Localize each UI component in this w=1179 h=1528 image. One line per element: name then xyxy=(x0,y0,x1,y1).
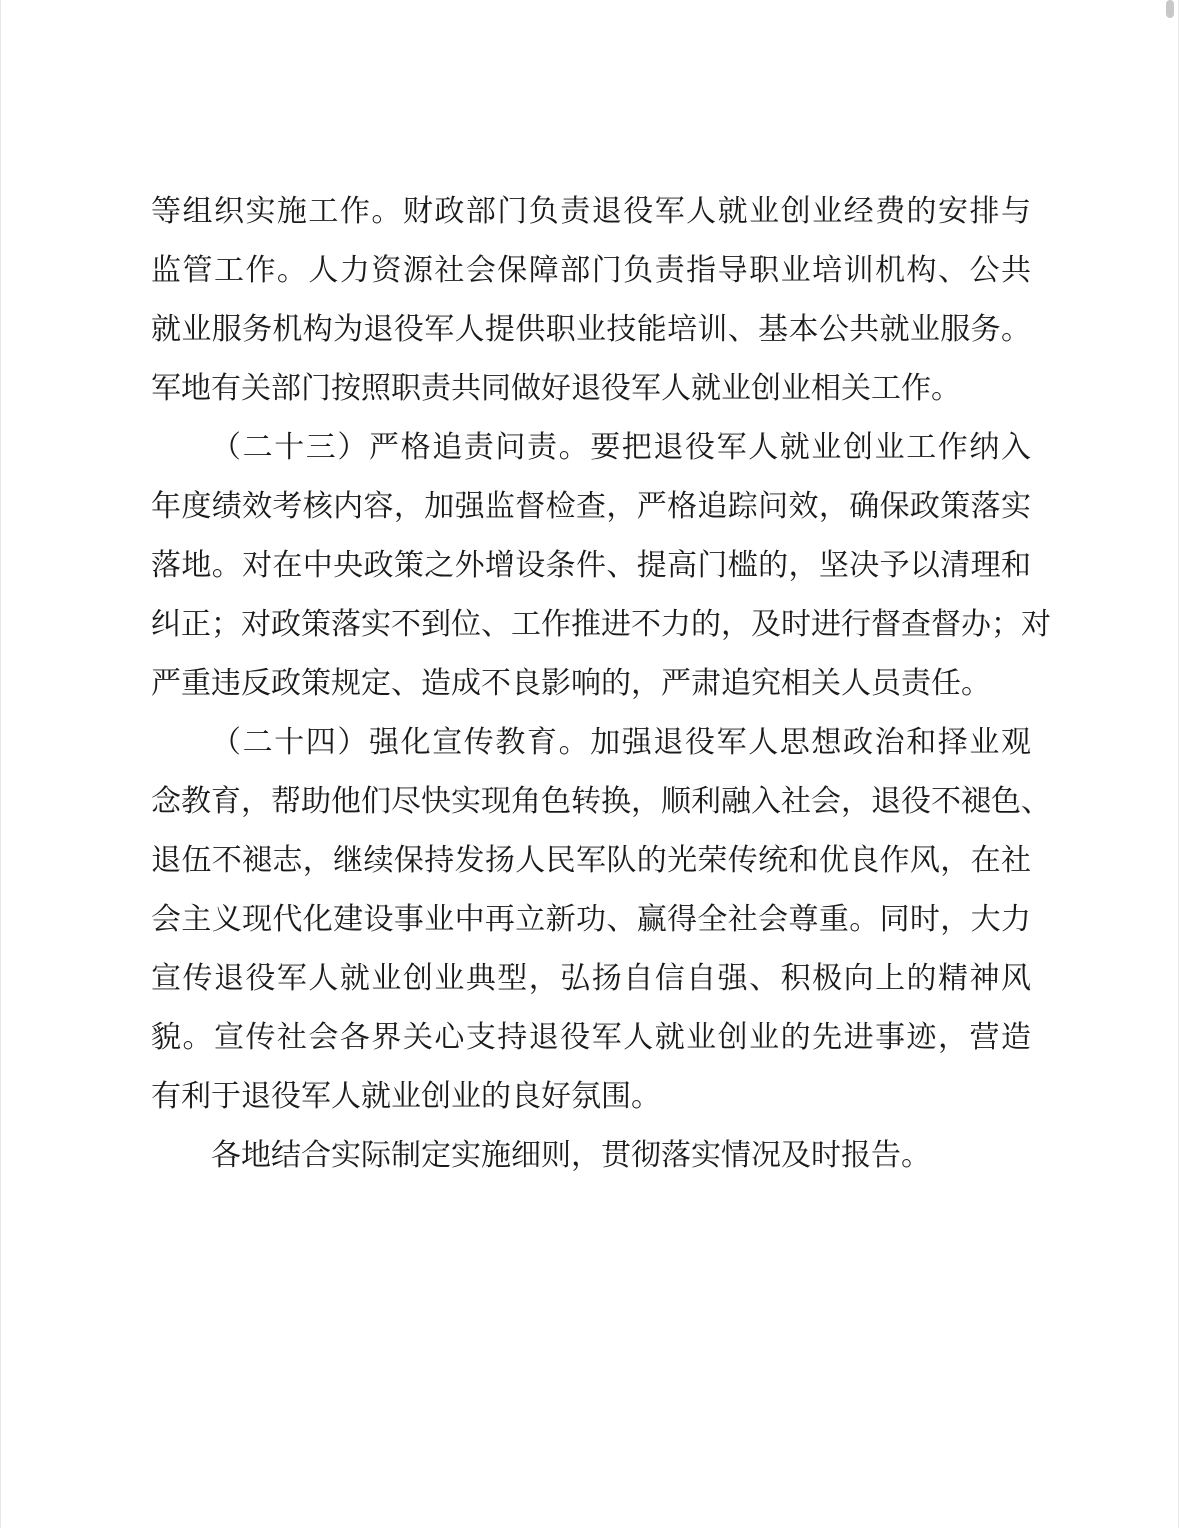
text-line: 监管工作。人力资源社会保障部门负责指导职业培训机构、公共 xyxy=(151,253,1031,288)
scrollbar[interactable] xyxy=(1166,0,1174,18)
text-line: 严重违反政策规定、造成不良影响的，严肃追究相关人员责任。 xyxy=(151,666,991,701)
closing-line: 各地结合实际制定实施细则，贯彻落实情况及时报告。 xyxy=(211,1138,931,1173)
text-line: 等组织实施工作。财政部门负责退役军人就业创业经费的安排与 xyxy=(151,194,1031,229)
text-line: 退伍不褪志，继续保持发扬人民军队的光荣传统和优良作风，在社 xyxy=(151,843,1031,878)
text-line: 落地。对在中央政策之外增设条件、提高门槛的，坚决予以清理和 xyxy=(151,548,1031,583)
text-line: 貌。宣传社会各界关心支持退役军人就业创业的先进事迹，营造 xyxy=(151,1020,1031,1055)
text-line: 有利于退役军人就业创业的良好氛围。 xyxy=(151,1079,661,1114)
text-line: 就业服务机构为退役军人提供职业技能培训、基本公共就业服务。 xyxy=(151,312,1031,347)
text-line: 年度绩效考核内容，加强监督检查，严格追踪问效，确保政策落实 xyxy=(151,489,1031,524)
document-body xyxy=(151,182,1051,1185)
text-line: 宣传退役军人就业创业典型，弘扬自信自强、积极向上的精神风 xyxy=(151,961,1031,996)
text-line: 纠正；对政策落实不到位、工作推进不力的，及时进行督查督办；对 xyxy=(151,607,1051,642)
section-heading-line: （二十四）强化宣传教育。加强退役军人思想政治和择业观 xyxy=(211,725,1031,760)
text-line: 念教育，帮助他们尽快实现角色转换，顺利融入社会，退役不褪色、 xyxy=(151,784,1051,819)
section-heading-line: （二十三）严格追责问责。要把退役军人就业创业工作纳入 xyxy=(211,430,1031,465)
text-line: 会主义现代化建设事业中再立新功、赢得全社会尊重。同时，大力 xyxy=(151,902,1031,937)
text-line: 军地有关部门按照职责共同做好退役军人就业创业相关工作。 xyxy=(151,371,961,406)
